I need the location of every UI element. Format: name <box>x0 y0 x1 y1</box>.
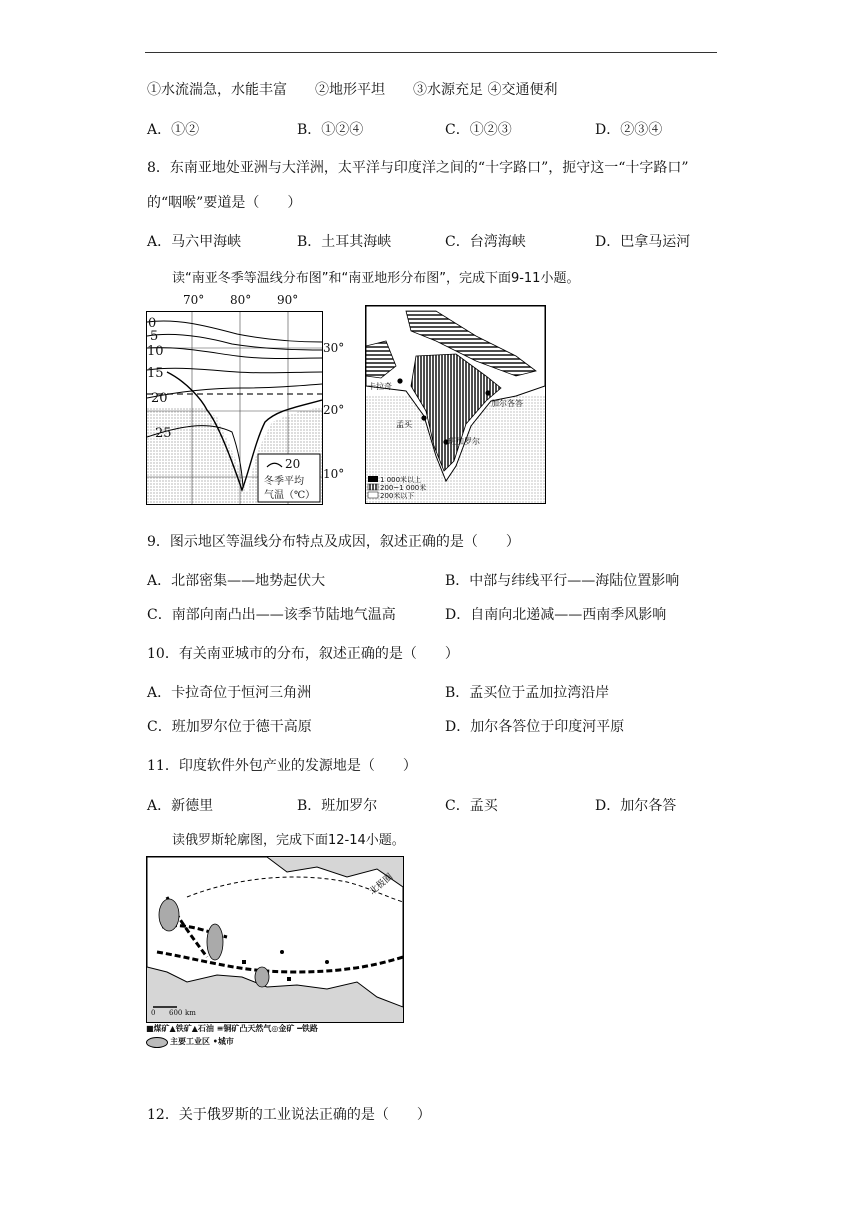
coal-marker <box>287 977 291 981</box>
city-kolkata-dot <box>485 390 490 395</box>
russia-map <box>146 856 404 1023</box>
industrial-zone-1 <box>159 899 179 931</box>
top-divider <box>145 52 717 53</box>
legend-value: 20 <box>285 457 301 471</box>
industrial-zone-3 <box>255 967 269 987</box>
q10-option-a[interactable]: A．卡拉奇位于恒河三角洲 <box>147 685 312 701</box>
russia-legend-line1: ■煤矿▲铁矿▲石油 ≡铜矿凸天然气◎金矿 ━铁路 <box>146 1023 318 1033</box>
lat-label-10: 10° <box>323 467 345 481</box>
intro-12-14: 读俄罗斯轮廓图，完成下面12-14小题。 <box>172 833 405 848</box>
q11-option-d[interactable]: D．加尔各答 <box>595 798 677 814</box>
lat-label-30: 30° <box>323 341 345 355</box>
arctic-circle-label: 北极圈 <box>367 872 396 898</box>
terrain-map <box>365 305 546 504</box>
lon-label-80: 80° <box>230 293 252 307</box>
iso-label-10: 10 <box>147 344 164 359</box>
industrial-zone-2 <box>207 924 223 960</box>
lon-label-70: 70° <box>183 293 205 307</box>
city-karachi-label: 卡拉奇 <box>368 382 392 391</box>
q8-stem-line1: 8．东南亚地处亚洲与大洋洲，太平洋与印度洋之间的“十字路口”，扼守这一“十字路口” <box>147 160 689 176</box>
lon-label-90: 90° <box>277 293 299 307</box>
isotherm-map <box>146 311 323 505</box>
q7-option-a[interactable]: A．①② <box>147 122 200 138</box>
legend-swatch-high <box>368 476 378 482</box>
q8-option-a[interactable]: A．马六甲海峡 <box>147 234 242 250</box>
scale-zero: 0 <box>151 1009 156 1017</box>
q9-option-d[interactable]: D．自南向北递减——西南季风影响 <box>445 607 667 623</box>
russia-map-svg <box>147 857 403 1022</box>
city-marker <box>280 950 284 954</box>
lat-label-20: 20° <box>323 403 345 417</box>
q11-option-a[interactable]: A．新德里 <box>147 798 214 814</box>
iso-label-20: 20 <box>151 391 168 406</box>
legend-industrial-swatch <box>146 1037 168 1048</box>
city-mumbai-label: 孟买 <box>396 420 412 429</box>
q7-option-c[interactable]: C．①②③ <box>445 122 512 138</box>
iso-label-0: 0 <box>148 316 157 331</box>
q7-option-b[interactable]: B．①②④ <box>297 122 364 138</box>
iso-label-25: 25 <box>155 426 172 441</box>
legend-line2: 气温（℃） <box>264 490 316 501</box>
q10-option-c[interactable]: C．班加罗尔位于德干高原 <box>147 719 312 735</box>
q8-option-b[interactable]: B．土耳其海峡 <box>297 234 392 250</box>
q10-option-d[interactable]: D．加尔各答位于印度河平原 <box>445 719 625 735</box>
iso-label-15: 15 <box>147 366 164 381</box>
scale-unit: km <box>185 1009 196 1017</box>
q11-option-c[interactable]: C．孟买 <box>445 798 498 814</box>
q10-stem: 10．有关南亚城市的分布，叙述正确的是（ ） <box>147 646 459 662</box>
legend-low: 200米以下 <box>380 492 415 500</box>
q10-option-b[interactable]: B．孟买位于孟加拉湾沿岸 <box>445 685 610 701</box>
legend-swatch-mid <box>368 484 378 490</box>
russia-land <box>147 857 403 1007</box>
q9-option-b[interactable]: B．中部与纬线平行——海陆位置影响 <box>445 573 680 589</box>
isotherm-15 <box>147 368 322 373</box>
q8-stem-line2: 的“咽喉”要道是（ ） <box>147 195 302 211</box>
scale-value: 600 <box>169 1009 183 1017</box>
city-kolkata-label: 加尔各答 <box>491 399 523 408</box>
city-karachi-dot <box>397 378 402 383</box>
q8-option-c[interactable]: C．台湾海峡 <box>445 234 526 250</box>
legend-mid: 200~1 000米 <box>380 484 427 492</box>
city-bangalore-label: 班加罗尔 <box>448 437 480 446</box>
q12-stem: 12．关于俄罗斯的工业说法正确的是（ ） <box>147 1107 431 1123</box>
q7-option-d[interactable]: D．②③④ <box>595 122 663 138</box>
city-marker <box>325 960 329 964</box>
intro-9-11: 读“南亚冬季等温线分布图”和“南亚地形分布图”，完成下面9-11小题。 <box>172 271 580 286</box>
q11-option-b[interactable]: B．班加罗尔 <box>297 798 378 814</box>
coal-marker <box>242 960 246 964</box>
q11-stem: 11．印度软件外包产业的发源地是（ ） <box>147 758 417 774</box>
city-mumbai-dot <box>421 415 426 420</box>
isotherm-0 <box>147 321 322 342</box>
statement-line: ①水流湍急，水能丰富 ②地形平坦 ③水源充足 ④交通便利 <box>147 82 558 98</box>
q9-stem: 9．图示地区等温线分布特点及成因，叙述正确的是（ ） <box>147 534 520 550</box>
russia-legend-line2: 主要工业区 •城市 <box>170 1036 234 1046</box>
isotherm-20 <box>147 384 322 398</box>
legend-line1: 冬季平均 <box>264 476 304 487</box>
legend-high: 1 000米以上 <box>380 476 422 484</box>
q9-option-c[interactable]: C．南部向南凸出——该季节陆地气温高 <box>147 607 396 623</box>
q8-option-d[interactable]: D．巴拿马运河 <box>595 234 691 250</box>
legend-swatch-low <box>368 492 378 498</box>
iso-label-5: 5 <box>150 329 159 344</box>
q9-option-a[interactable]: A．北部密集——地势起伏大 <box>147 573 326 589</box>
